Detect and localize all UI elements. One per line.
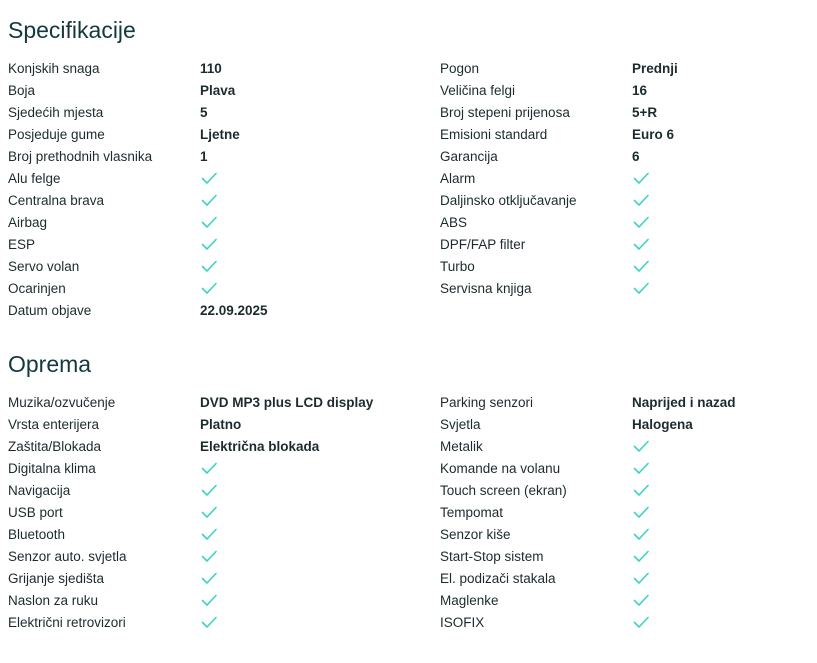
spec-label: Tempomat	[440, 505, 504, 520]
spec-label: Centralna brava	[8, 193, 105, 208]
spec-value: 22.09.2025	[200, 303, 268, 318]
check-icon	[632, 234, 650, 256]
spec-label: Navigacija	[8, 483, 71, 498]
spec-label: Vrsta enterijera	[8, 417, 100, 432]
spec-row	[8, 612, 808, 634]
spec-row	[8, 124, 808, 146]
spec-label: Touch screen (ekran)	[440, 483, 567, 498]
check-icon	[200, 612, 218, 634]
check-icon	[200, 257, 218, 275]
spec-label: Komande na volanu	[440, 461, 561, 476]
spec-label: Metalik	[440, 439, 483, 454]
spec-row	[8, 168, 808, 190]
spec-label: Senzor auto. svjetla	[8, 549, 127, 564]
spec-label: Broj stepeni prijenosa	[440, 105, 570, 120]
check-icon	[632, 191, 650, 209]
spec-label: Konjskih snaga	[8, 61, 100, 76]
check-icon	[632, 547, 650, 565]
check-icon	[200, 169, 218, 187]
spec-label: Daljinsko otključavanje	[440, 193, 577, 208]
check-icon	[632, 590, 650, 612]
spec-label: El. podizači stakala	[440, 571, 556, 586]
check-icon	[632, 524, 650, 546]
check-icon	[632, 481, 650, 499]
check-icon	[632, 190, 650, 212]
spec-label: Senzor kiše	[440, 527, 511, 542]
check-icon	[632, 546, 650, 568]
spec-row	[8, 436, 808, 458]
spec-label: Veličina felgi	[440, 83, 516, 98]
check-icon	[632, 502, 650, 524]
check-icon	[200, 190, 218, 212]
spec-row	[8, 234, 808, 256]
spec-label: Naslon za ruku	[8, 593, 99, 608]
spec-value: DVD MP3 plus LCD display	[200, 395, 374, 410]
check-icon	[200, 613, 218, 631]
check-icon	[632, 568, 650, 590]
spec-label: Ocarinjen	[8, 281, 66, 296]
spec-row	[8, 58, 808, 80]
check-icon	[632, 591, 650, 609]
check-icon	[200, 235, 218, 253]
check-icon	[632, 213, 650, 231]
spec-label: Alu felge	[8, 171, 61, 186]
spec-value: Plava	[200, 83, 236, 98]
check-icon	[200, 213, 218, 231]
check-icon	[632, 235, 650, 253]
check-icon	[200, 525, 218, 543]
spec-row	[8, 524, 808, 546]
spec-label: Turbo	[440, 259, 475, 274]
spec-label: Servisna knjiga	[440, 281, 532, 296]
check-icon	[200, 480, 218, 502]
check-icon	[200, 168, 218, 190]
check-icon	[200, 279, 218, 297]
check-icon	[632, 569, 650, 587]
spec-label: Airbag	[8, 215, 48, 230]
spec-label: Pogon	[440, 61, 480, 76]
check-icon	[200, 458, 218, 480]
spec-value: 5+R	[632, 105, 658, 120]
check-icon	[632, 480, 650, 502]
check-icon	[632, 256, 650, 278]
spec-label: Zaštita/Blokada	[8, 439, 102, 454]
check-icon	[200, 212, 218, 234]
check-icon	[200, 569, 218, 587]
spec-label: Broj prethodnih vlasnika	[8, 149, 153, 164]
spec-row	[8, 480, 808, 502]
check-icon	[200, 590, 218, 612]
check-icon	[200, 481, 218, 499]
spec-label: Boja	[8, 83, 36, 98]
spec-value: Euro 6	[632, 127, 675, 142]
spec-value: Ljetne	[200, 127, 240, 142]
check-icon	[632, 168, 650, 190]
spec-label: DPF/FAP filter	[440, 237, 526, 252]
spec-row	[8, 414, 808, 436]
spec-row	[8, 212, 808, 234]
check-icon	[632, 613, 650, 631]
spec-value: Halogena	[632, 417, 693, 432]
check-icon	[200, 234, 218, 256]
check-icon	[632, 212, 650, 234]
spec-label: Servo volan	[8, 259, 80, 274]
spec-label: Digitalna klima	[8, 461, 96, 476]
check-icon	[200, 459, 218, 477]
spec-row	[8, 278, 808, 300]
spec-label: ESP	[8, 237, 36, 252]
specifications-table	[8, 58, 808, 322]
spec-row	[8, 392, 808, 414]
check-icon	[200, 191, 218, 209]
check-icon	[200, 524, 218, 546]
check-icon	[632, 278, 650, 300]
check-icon	[632, 436, 650, 458]
spec-row	[8, 300, 808, 322]
spec-value: 16	[632, 83, 648, 98]
check-icon	[632, 612, 650, 634]
spec-value: Naprijed i nazad	[632, 395, 736, 410]
spec-row	[8, 102, 808, 124]
check-icon	[632, 257, 650, 275]
spec-label: Emisioni standard	[440, 127, 548, 142]
spec-label: Datum objave	[8, 303, 92, 318]
check-icon	[200, 568, 218, 590]
check-icon	[200, 503, 218, 521]
spec-value: 5	[200, 105, 208, 120]
spec-row	[8, 80, 808, 102]
spec-label: Svjetla	[440, 417, 481, 432]
spec-label: Električni retrovizori	[8, 615, 126, 630]
spec-label: Start-Stop sistem	[440, 549, 544, 564]
check-icon	[200, 278, 218, 300]
check-icon	[200, 591, 218, 609]
spec-label: Bluetooth	[8, 527, 66, 542]
equipment-table	[8, 392, 808, 634]
spec-row	[8, 568, 808, 590]
spec-label: Muzika/ozvučenje	[8, 395, 116, 410]
spec-label: Maglenke	[440, 593, 499, 608]
spec-value: Električna blokada	[200, 439, 320, 454]
check-icon	[632, 503, 650, 521]
spec-label: ISOFIX	[440, 615, 485, 630]
spec-row	[8, 256, 808, 278]
spec-value: Prednji	[632, 61, 678, 76]
spec-label: Posjeduje gume	[8, 127, 105, 142]
spec-row	[8, 590, 808, 612]
spec-row	[8, 546, 808, 568]
spec-label: Garancija	[440, 149, 498, 164]
specifications-title: Specifikacije	[8, 17, 136, 43]
check-icon	[632, 279, 650, 297]
spec-row	[8, 146, 808, 168]
check-icon	[632, 437, 650, 455]
spec-value: 1	[200, 149, 208, 164]
spec-label: USB port	[8, 505, 63, 520]
spec-row	[8, 458, 808, 480]
spec-row	[8, 502, 808, 524]
spec-label: ABS	[440, 215, 468, 230]
spec-label: Sjedećih mjesta	[8, 105, 104, 120]
check-icon	[200, 502, 218, 524]
spec-label: Grijanje sjedišta	[8, 571, 105, 586]
check-icon	[632, 169, 650, 187]
spec-value: Platno	[200, 417, 242, 432]
check-icon	[632, 525, 650, 543]
spec-row	[8, 190, 808, 212]
check-icon	[632, 458, 650, 480]
spec-label: Alarm	[440, 171, 476, 186]
spec-value: 6	[632, 149, 640, 164]
equipment-title: Oprema	[8, 351, 92, 377]
spec-label: Parking senzori	[440, 395, 534, 410]
check-icon	[200, 256, 218, 278]
check-icon	[200, 546, 218, 568]
check-icon	[632, 459, 650, 477]
spec-value: 110	[200, 61, 222, 76]
check-icon	[200, 547, 218, 565]
